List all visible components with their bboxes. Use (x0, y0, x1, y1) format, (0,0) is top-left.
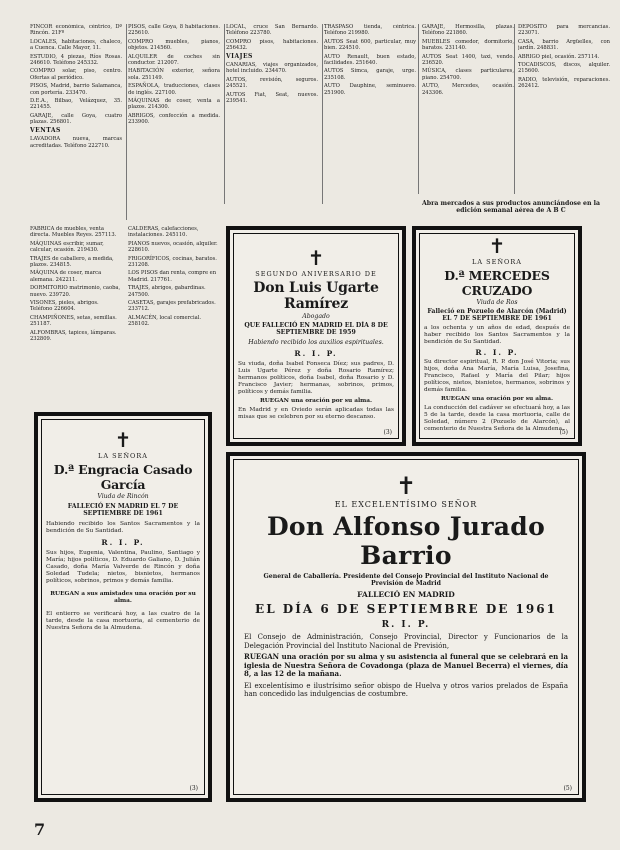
obit-widow-of: Viuda de Ros (476, 299, 518, 306)
classified-ad: VISONES, pieles, abrigos. Teléfono 226604. (30, 300, 99, 313)
obit-sacraments: Habiendo recibido los Santos Sacramentos y la bendición de Su Santidad. (46, 520, 200, 534)
classified-ad: CASETAS, garajes prefabricados. 233712. (128, 300, 216, 313)
obit-name: D.ª Engracia Casado García (53, 462, 193, 492)
classified-ad: FÁBRICA de muebles, venta directa. Muebles Reyes. 257113. (30, 226, 117, 239)
classified-ad: ALMACÉN, local comercial. 258102. (128, 314, 202, 328)
classified-ad: TRAJES, abrigos, gabardinas. 247500. (128, 285, 206, 298)
classified-column-6 (518, 24, 610, 196)
classified-ad: ESTUDIO, 4 piezas, Ríos Rosas. 246610. Teléfono 245332. (30, 53, 122, 67)
classified-ad: FINCOR económica, céntrico, Dº Rincón. 21Fº (30, 24, 122, 37)
classified-ad: MUEBLES comedor, dormitorio, baratos. 231140. (422, 38, 514, 52)
obit-number: (5) (563, 785, 572, 792)
obit-pre: SEGUNDO ANIVERSARIO DE (255, 270, 377, 278)
obit-sacraments: Habiendo recibido los auxilios espirituales. (248, 338, 384, 346)
classified-ad: LOCAL, cruce San Bernardo. Teléfono 223780. (226, 24, 318, 37)
obit-family: El Consejo de Administración, Consejo Provincial, Director y Funcionarios de la Delegación Provincial del Instituto Nacional de Previsión, (244, 633, 568, 650)
obit-family: Sus hijos, Eugenia, Valentina, Paulino, Santiago y María; hijos políticos, D. Eduardo Galiano, D. Julián Casado, doña María Valverde de Rincón y doña Soledad Tudela; nietos, bisnietos, hermanos políticos, sobrinos, primos y demás familia. (46, 549, 200, 584)
obit-rip: R. I. P. (381, 620, 431, 631)
column-rule (514, 24, 515, 194)
classified-ad: AUTO, Mercedes, ocasión. 243306. (422, 83, 514, 96)
classified-ad: AUTOS Seat 600, particular, muy bien. 224510. (324, 38, 416, 52)
cross-icon: ✝ (488, 234, 506, 258)
classified-ad: COMPRO solar, piso, centro. Ofertas al periódico. (30, 68, 122, 81)
classified-ad: TOCADISCOS, discos, alquiler. 215600. (518, 62, 610, 75)
column-rule (126, 24, 127, 220)
classified-ad: MÚSICA, clases particulares, piano. 254700. (422, 68, 514, 81)
obit-pre: LA SEÑORA (98, 452, 148, 460)
classified-ad: ABRIGO piel, ocasión. 257114. (518, 53, 600, 60)
obit-name: Don Luis Ugarte Ramírez (253, 280, 379, 312)
obituary-luis-ugarte (226, 226, 406, 446)
column-rule (322, 24, 323, 204)
classified-ad: GARAJE, Hermosilla, plazas. Teléfono 221860. (422, 24, 514, 37)
cross-icon: ✝ (307, 246, 325, 270)
classified-ad: PISOS, Madrid, barrio Salamanca, con portería. 233470. (30, 83, 122, 96)
obit-number: (3) (189, 785, 198, 792)
classified-ad: RADIO, televisión, reparaciones. 262412. (518, 76, 610, 90)
section-heading: VIAJES (226, 52, 253, 60)
classified-ad: DEPOSITO para mercancías. 223071. (518, 24, 610, 37)
obit-number: (3) (383, 429, 392, 436)
obit-ruegan: RUEGAN una oración por su alma. (259, 397, 373, 404)
obit-widow-of: Viuda de Rincón (97, 493, 149, 500)
obit-name: Don Alfonso Jurado Barrio (266, 512, 546, 570)
obit-name: D.ª MERCEDES CRUZADO (444, 268, 550, 298)
classified-ad: LAVADORA nueva, marcas acreditadas. Teléfono 222710. (30, 136, 122, 149)
obit-rip: R. I. P. (294, 348, 338, 358)
obit-ruegan: RUEGAN a sus amistades una oración por su alma. (50, 590, 196, 604)
obit-ruegan: RUEGAN una oración por su alma. (440, 395, 554, 402)
obit-pre: EL EXCELENTÍSIMO SEÑOR (334, 500, 478, 509)
obit-rip: R. I. P. (475, 347, 519, 357)
classified-column-1 (30, 24, 122, 224)
obit-ruegan: RUEGAN una oración por su alma y su asistencia al funeral que se celebrará en la iglesia de Nuestra Señora de Covadonga (plaza de Manuel Becerra) el viernes, día 8, a las 12 de la mañana. (244, 652, 568, 679)
classified-ad: MÁQUINA de coser, marca alemana. 242211. (30, 270, 102, 283)
obit-masses: En Madrid y en Oviedo serán aplicadas todas las misas que se celebren por su eterno descanso. (238, 406, 394, 420)
classified-ad: AUTO Dauphine, seminuevo. 251900. (324, 83, 416, 96)
classified-column-4 (324, 24, 416, 224)
obituary-engracia-casado (34, 412, 212, 802)
classified-ad: MÁQUINAS escribir, sumar, calcular, ocasión. 219430. (30, 240, 104, 254)
classified-column-2 (128, 24, 220, 224)
classified-ad: CALDERAS, calefacciones, instalaciones. 245110. (128, 226, 199, 239)
classified-ad: FRIGORÍFICOS, cocinas, baratos. 231208. (128, 255, 217, 269)
mid-column (128, 226, 220, 426)
classified-column-5 (422, 24, 514, 196)
obit-death-date: QUE FALLECIÓ EN MADRID EL DÍA 8 DE SEPTIEMBRE DE 1959 (244, 322, 388, 337)
classified-ad: D.E.A., Bilbao, Velázquez, 35. 221455. (30, 98, 122, 111)
classified-ad: COMPRO pisos, habitaciones. 256432. (226, 38, 318, 52)
ventas-column (30, 226, 122, 426)
obit-family: Su viuda, doña Isabel Fonseca Díez; sus padres, D. Luis Ugarte Pérez y doña Rosario Ramírez; hermanos políticos, doña Isabel, doña Rosario y D. Francisco Javier; hermanas, sobrinos, primos, políticos y demás familia. (238, 360, 394, 395)
column-rule (418, 24, 419, 194)
classified-ad: AUTOS Fiat, Seat, nuevos. 239541. (226, 91, 318, 105)
obit-indulgences: El excelentísimo e ilustrísimo señor obispo de Huelva y otros varios prelados de España han concedido las indulgencias de costumbre. (244, 681, 568, 699)
classified-ad: CASA, barrio Argüelles, con jardín. 248831. (518, 38, 610, 52)
obit-number: (5) (559, 429, 568, 436)
classified-ad: MÁQUINAS de coser, venta a plazos. 214300. (128, 98, 220, 111)
obituary-alfonso-jurado (226, 452, 586, 802)
page-marker: 7 (34, 820, 46, 839)
classified-ad: GARAJE, calle Goya, cuatro plazas. 256801. (30, 112, 122, 126)
obit-family: Su director espiritual, R. P. don José Vitoria; sus hijos, doña Ana María, María Luisa, Josefina, Francisco, Rafael y María del Pilar; hijos políticos, nietos, bisnietos, hermanos, sobrinos y demás familia. (424, 358, 570, 393)
classifieds-section (30, 24, 610, 224)
cross-icon: ✝ (114, 428, 132, 452)
obit-death-place: FALLECIÓ EN MADRID (357, 590, 455, 599)
obit-funeral: El entierro se verificará hoy, a las cuatro de la tarde, desde la casa mortuoria, al cementerio de Nuestra Señora de la Almudena. (46, 610, 200, 631)
classified-ad: CANARIAS, viajes organizados, hotel incluido. 234470. (226, 62, 318, 75)
cross-icon: ✝ (395, 472, 417, 500)
classified-ad: AUTO Renault, buen estado, facilidades. 251640. (324, 53, 416, 67)
classified-ad: ALFOMBRAS, tapices, lámparas. 232809. (30, 329, 117, 343)
classified-column-3 (226, 24, 318, 224)
classified-ad: AUTOS, revisión, seguros. 245521. (226, 76, 318, 90)
obit-rip: R. I. P. (101, 537, 145, 547)
classified-ad: COMPRO muebles, pianos, objetos. 214560. (128, 38, 220, 52)
classified-ad: PIANOS nuevos, ocasión, alquiler. 228610. (128, 240, 218, 254)
classified-ad: LOCALES, habitaciones, chaleco, a Cuenca. Calle Mayor, 11. (30, 38, 122, 52)
classified-ad: PISOS, calle Goya, 8 habitaciones. 225610. (128, 24, 220, 37)
classified-ad: DORMITORIO matrimonio, caoba, nuevo. 239720. (30, 285, 121, 298)
obit-death-date: FALLECIÓ EN MADRID EL 7 DE SEPTIEMBRE DE 1961 (67, 503, 179, 518)
classified-ad: ALQUILER de coches sin conductor. 212007. (128, 53, 220, 67)
obituary-mercedes-cruzado (412, 226, 582, 446)
obit-death-date: EL DÍA 6 DE SEPTIEMBRE DE 1961 (255, 602, 557, 617)
aerial-edition-notice: Abra mercados a sus productos anunciándose en la edición semanal aérea de A B C (422, 200, 600, 215)
classified-ad: CHAMPIÑONES, setas, semillas. 251187. (30, 314, 117, 328)
column-rule (224, 24, 225, 204)
classified-ad: ESPAÑOLA, traducciones, clases de inglés. 227100. (128, 83, 220, 96)
obit-death-date: Falleció en Pozuelo de Alarcón (Madrid) EL 7 DE SEPTIEMBRE DE 1961 (427, 308, 567, 323)
obit-conduction: La conducción del cadáver se efectuará hoy, a las 5 de la tarde, desde la casa mortuoria, calle de Soledad, número 2 (Pozuelo de Alarcón), al cementerio de Nuestra Señora de la Almudena. (424, 404, 570, 432)
obit-pre: LA SEÑORA (472, 258, 522, 266)
obit-sacraments: a los ochenta y un años de edad, después de haber recibido los Santos Sacramentos y la bendición de Su Santidad. (424, 324, 570, 345)
classified-ad: LOS PISOS dan renta, compre en Madrid. 217761. (128, 270, 217, 283)
classified-ad: HABITACIÓN exterior, señora sola. 251149. (128, 68, 220, 81)
classified-ad: TRAJES de caballero, a medida, plazos. 234815. (30, 255, 114, 269)
obit-profession: Abogado (302, 313, 330, 320)
section-heading: VENTAS (30, 126, 61, 134)
obit-titles: General de Caballería. Presidente del Consejo Provincial del Instituto Nacional de Previsión de Madrid (263, 573, 549, 587)
classified-ad: AUTOS Seat 1400, taxi, vendo. 236520. (422, 53, 514, 67)
classified-ad: TRASPASO tienda, céntrica. Teléfono 219980. (324, 24, 416, 37)
classified-ad: ABRIGOS, confección a medida. 233900. (128, 112, 220, 126)
classified-ad: AUTOS Simca, garaje, urge. 235108. (324, 68, 416, 81)
